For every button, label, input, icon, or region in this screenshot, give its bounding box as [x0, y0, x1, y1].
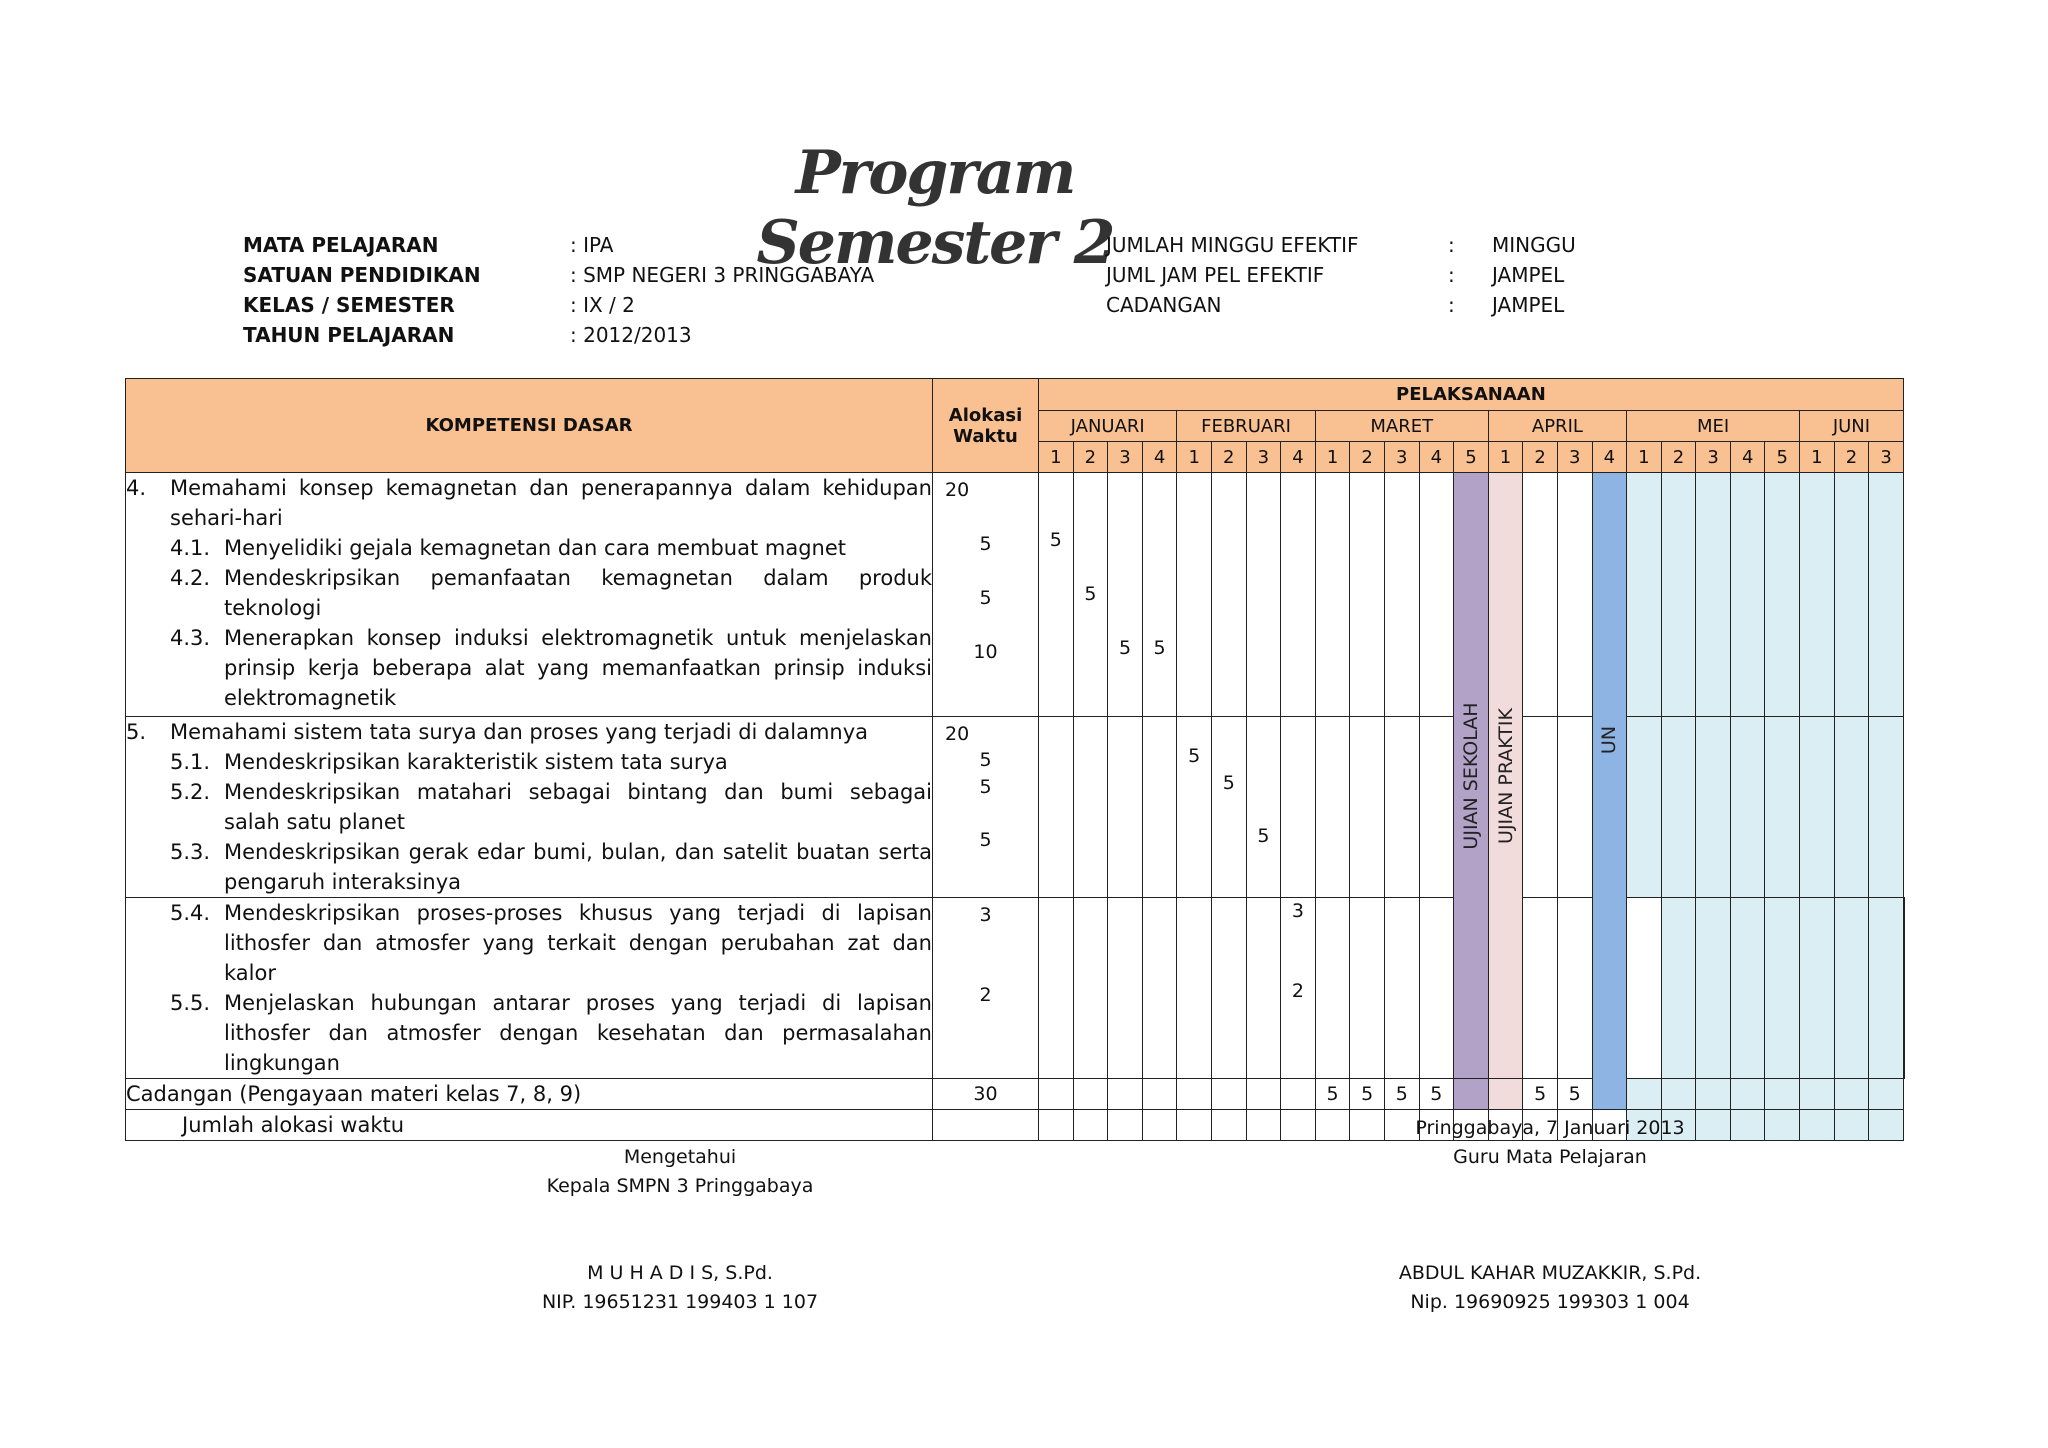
cell: [1039, 1079, 1074, 1110]
cell: [1108, 898, 1143, 1079]
cell: [1869, 473, 1904, 717]
cell: [1419, 717, 1454, 898]
week-cell: 4: [1281, 442, 1316, 473]
kd-text: Mendeskripsikan gerak edar bumi, bulan, dan satelit buatan serta pengaruh interaksinya: [224, 840, 932, 894]
alokasi-value: 5: [979, 829, 992, 851]
label-kelas-semester: KELAS / SEMESTER: [243, 293, 455, 317]
cell: [1177, 473, 1212, 717]
cell: [1142, 1110, 1177, 1141]
week-cell: 3: [1246, 442, 1281, 473]
cell: [1177, 1110, 1212, 1141]
kd-number: 5.1.: [170, 750, 211, 774]
kd-number: 4.3.: [170, 626, 211, 650]
cell: [1627, 473, 1662, 717]
cell: [1488, 1079, 1523, 1110]
jumlah-label: Jumlah alokasi waktu: [126, 1110, 933, 1141]
cell: [1800, 1079, 1835, 1110]
cell: [1627, 717, 1662, 898]
cell: [1627, 1079, 1662, 1110]
cell: [1765, 1079, 1800, 1110]
kd-text: Menjelaskan hubungan antarar proses yang terjadi di lapisan lithosfer dan atmosfer dengan kesehatan dan permasalahan lingkungan: [224, 991, 932, 1075]
cell: [1765, 898, 1800, 1079]
cell: [1419, 898, 1454, 1079]
table-row-cadangan: [126, 1079, 1905, 1110]
kd-number: 5.3.: [170, 840, 211, 864]
table-row-kd5: [126, 717, 1905, 898]
kd-number: 5.5.: [170, 991, 211, 1015]
cell: [1108, 1110, 1143, 1141]
week-cell: 3: [1557, 442, 1592, 473]
week-cell: 2: [1073, 442, 1108, 473]
kd-text: Memahami sistem tata surya dan proses yang terjadi di dalamnya: [170, 720, 869, 744]
month-mei: MEI: [1627, 411, 1800, 442]
kd5-cont-alokasi: [933, 898, 1039, 1079]
kd-text: Menerapkan konsep induksi elektromagnetik untuk menjelaskan prinsip kerja beberapa alat yang memanfaatkan prinsip induksi elektromagnetik: [224, 626, 932, 710]
cell: [1557, 473, 1592, 717]
kepala-sekolah-title: Kepala SMPN 3 Pringgabaya: [546, 1175, 814, 1197]
cell: [1869, 717, 1904, 898]
week-cell: 1: [1315, 442, 1350, 473]
alokasi-value: 5: [979, 776, 992, 798]
cell: [1834, 717, 1869, 898]
mark-value: 5: [1084, 583, 1097, 605]
kd4-1-item: [126, 533, 932, 563]
col-kompetensi-dasar: KOMPETENSI DASAR: [126, 379, 933, 473]
value-jampel-cadangan: JAMPEL: [1492, 293, 1565, 317]
week-cell: 2: [1350, 442, 1385, 473]
cell: [1142, 473, 1177, 717]
cell: [1039, 898, 1074, 1079]
kd5-5-item: [126, 988, 932, 1078]
cell: [1384, 473, 1419, 717]
un-label: UN: [1598, 726, 1621, 755]
value-minggu: MINGGU: [1492, 233, 1576, 257]
cell: [1661, 717, 1696, 898]
cell: [1834, 1110, 1869, 1141]
cell: [1315, 473, 1350, 717]
mengetahui-text: Mengetahui: [623, 1146, 737, 1168]
week-cell: 3: [1869, 442, 1904, 473]
col-pelaksanaan: PELAKSANAAN: [1039, 379, 1904, 411]
cell: [1177, 1079, 1212, 1110]
cell: [1523, 717, 1558, 898]
cell: [1281, 1110, 1316, 1141]
cell: 5: [1523, 1079, 1558, 1110]
cadangan-alokasi: 30: [933, 1079, 1039, 1110]
mark-value: 5: [1257, 825, 1270, 847]
jumlah-alokasi: [933, 1110, 1039, 1141]
cell: [1800, 473, 1835, 717]
cell: [1211, 1110, 1246, 1141]
cell: [1281, 473, 1316, 717]
signature-space: [480, 1201, 880, 1259]
cell: [1834, 1079, 1869, 1110]
cell: [1765, 717, 1800, 898]
cell: [1869, 1110, 1904, 1141]
cell: [1073, 1110, 1108, 1141]
alokasi-value: 5: [979, 587, 992, 609]
alokasi-value: 20: [945, 723, 970, 745]
col-alokasi-line1: Alokasi: [948, 404, 1023, 426]
month-april: APRIL: [1488, 411, 1626, 442]
cell: [1108, 717, 1143, 898]
mark-value: 5: [1188, 745, 1201, 767]
week-cell: 4: [1730, 442, 1765, 473]
cell: [1696, 1079, 1731, 1110]
table-row-kd5-cont: [126, 898, 1905, 1079]
cell: [1903, 898, 1904, 1079]
week-cell: 4: [1419, 442, 1454, 473]
cell: [1177, 898, 1212, 1079]
month-januari: JANUARI: [1039, 411, 1177, 442]
signature-space: [1350, 1172, 1750, 1259]
cell: [1281, 898, 1316, 1079]
cell: [1039, 717, 1074, 898]
cell: [1108, 473, 1143, 717]
cell: [1246, 1079, 1281, 1110]
cell: [1350, 473, 1385, 717]
place-date: Pringgabaya, 7 Januari 2013: [1415, 1117, 1685, 1139]
kd5-3-item: [126, 837, 932, 897]
cell: [1211, 717, 1246, 898]
week-cell: 5: [1765, 442, 1800, 473]
colon: :: [1448, 233, 1455, 257]
week-cell: 3: [1108, 442, 1143, 473]
alokasi-value: 2: [979, 984, 992, 1006]
week-cell: 3: [1696, 442, 1731, 473]
signature-right: [1350, 1114, 1750, 1317]
cell: [1315, 898, 1350, 1079]
alokasi-value: 3: [979, 904, 992, 926]
cell: [1661, 1079, 1696, 1110]
kd-number: 4.2.: [170, 566, 211, 590]
cell: [1869, 898, 1904, 1079]
cell: [1661, 473, 1696, 717]
week-cell: 5: [1454, 442, 1489, 473]
cell: [1800, 717, 1835, 898]
kd5-4-item: [126, 898, 932, 988]
signature-left: [480, 1143, 880, 1317]
cell: [1211, 898, 1246, 1079]
week-cell: 2: [1523, 442, 1558, 473]
kd5-item: [126, 717, 932, 747]
cell: [1142, 898, 1177, 1079]
header-colons-right: [1448, 230, 1455, 320]
kd4-3-item: [126, 623, 932, 713]
cell: [1523, 898, 1558, 1079]
cell: [1765, 1110, 1800, 1141]
kd-number: 5.: [126, 720, 147, 744]
kd5-alokasi: [933, 717, 1039, 898]
kd5-cell: [126, 717, 933, 898]
mark-value: 5: [1222, 772, 1235, 794]
header-values-left: [570, 230, 874, 350]
kd5-cont-cell: [126, 898, 933, 1079]
week-cell: 2: [1834, 442, 1869, 473]
value-jampel: JAMPEL: [1492, 263, 1565, 287]
label-satuan-pendidikan: SATUAN PENDIDIKAN: [243, 263, 481, 287]
cell: [1281, 1079, 1316, 1110]
cell: [1384, 717, 1419, 898]
program-semester-table: [125, 378, 1905, 1141]
cell: [1073, 898, 1108, 1079]
cell: [1073, 1079, 1108, 1110]
cell: [1730, 717, 1765, 898]
cell: [1696, 473, 1731, 717]
label-mata-pelajaran: MATA PELAJARAN: [243, 233, 439, 257]
week-cell: 1: [1627, 442, 1662, 473]
cell: [1869, 1079, 1904, 1110]
cell: [1281, 717, 1316, 898]
cell: [1834, 898, 1869, 1079]
cell: [1350, 717, 1385, 898]
value-mata-pelajaran: : IPA: [570, 233, 614, 257]
cell: [1315, 717, 1350, 898]
kd-number: 5.2.: [170, 780, 211, 804]
header-labels-left: [243, 230, 481, 350]
mark-value: 3: [1291, 900, 1304, 922]
cell: [1834, 473, 1869, 717]
ujian-sekolah-band: [1454, 473, 1489, 1079]
cell: [1039, 1110, 1074, 1141]
col-alokasi-line2: Waktu: [953, 425, 1018, 447]
kd4-cell: [126, 473, 933, 717]
cell: [1211, 1079, 1246, 1110]
cell: [1211, 473, 1246, 717]
cell: [1246, 717, 1281, 898]
cell: [1454, 1079, 1489, 1110]
mark-value: 5: [1118, 637, 1132, 659]
cell: [1696, 717, 1731, 898]
cadangan-label: Cadangan (Pengayaan materi kelas 7, 8, 9): [126, 1079, 933, 1110]
kd-number: 5.4.: [170, 901, 211, 925]
table-row-kd4: [126, 473, 1905, 717]
cell: [1557, 898, 1592, 1079]
cell: [1800, 898, 1835, 1079]
value-satuan-pendidikan: : SMP NEGERI 3 PRINGGABAYA: [570, 263, 875, 287]
cell: [1246, 898, 1281, 1079]
kd-text: Menyelidiki gejala kemagnetan dan cara membuat magnet: [224, 536, 846, 560]
header-labels-right: [1106, 230, 1359, 320]
colon: :: [1448, 263, 1455, 287]
cell: [1419, 473, 1454, 717]
cell: [1800, 1110, 1835, 1141]
alokasi-value: 5: [979, 533, 992, 555]
kd-text: Mendeskripsikan matahari sebagai bintang dan bumi sebagai salah satu planet: [224, 780, 932, 834]
un-band: [1592, 473, 1627, 1110]
ujian-praktik-label: UJIAN PRAKTIK: [1494, 707, 1517, 844]
week-cell: 4: [1592, 442, 1627, 473]
cell: 5: [1384, 1079, 1419, 1110]
cell: [1730, 898, 1765, 1079]
cell: [1073, 717, 1108, 898]
week-cell: 1: [1177, 442, 1212, 473]
kd-text: Mendeskripsikan proses-proses khusus yang terjadi di lapisan lithosfer dan atmosfer yang terkait dengan perubahan zat dan kalor: [224, 901, 932, 985]
kd5-1-item: [126, 747, 932, 777]
cell: [1142, 1079, 1177, 1110]
alokasi-value: 5: [979, 749, 992, 771]
cell: 5: [1350, 1079, 1385, 1110]
label-jam-pel: JUML JAM PEL EFEKTIF: [1106, 263, 1325, 287]
ujian-sekolah-label: UJIAN SEKOLAH: [1459, 701, 1482, 850]
cell: [1765, 473, 1800, 717]
ujian-praktik-band: [1488, 473, 1523, 1079]
week-cell: 1: [1800, 442, 1835, 473]
mark-value: 5: [1153, 637, 1166, 659]
kd4-item: [126, 473, 932, 533]
kd-number: 4.1.: [170, 536, 211, 560]
cell: [1557, 717, 1592, 898]
kd-text: Mendeskripsikan karakteristik sistem tata surya: [224, 750, 728, 774]
week-cell: 1: [1488, 442, 1523, 473]
cell: [1039, 473, 1074, 717]
cell: 5: [1419, 1079, 1454, 1110]
guru-name: ABDUL KAHAR MUZAKKIR, S.Pd.: [1398, 1262, 1702, 1284]
page-title: Program Semester 2: [756, 138, 1114, 278]
cell: 5: [1557, 1079, 1592, 1110]
cell: [1108, 1079, 1143, 1110]
cell: [1523, 473, 1558, 717]
month-februari: FEBRUARI: [1177, 411, 1315, 442]
week-cell: 3: [1384, 442, 1419, 473]
mark-value: 2: [1291, 980, 1304, 1002]
kd4-2-item: [126, 563, 932, 623]
cell: [1696, 898, 1731, 1079]
value-tahun-pelajaran: : 2012/2013: [570, 323, 692, 347]
alokasi-value: 20: [945, 479, 970, 501]
value-kelas-semester: : IX / 2: [570, 293, 635, 317]
mark-value: 5: [1049, 529, 1062, 551]
kd-text: Memahami konsep kemagnetan dan penerapannya dalam kehidupan sehari-hari: [170, 476, 932, 530]
cell: [1627, 898, 1662, 1079]
kd5-2-item: [126, 777, 932, 837]
col-alokasi-waktu: [933, 379, 1039, 473]
week-cell: 1: [1039, 442, 1074, 473]
cell: 5: [1315, 1079, 1350, 1110]
cell: [1246, 473, 1281, 717]
week-cell: 4: [1142, 442, 1177, 473]
label-cadangan: CADANGAN: [1106, 293, 1222, 317]
cell: [1315, 1110, 1350, 1141]
kepala-sekolah-nip: NIP. 19651231 199403 1 107: [541, 1291, 819, 1313]
cell: [1730, 473, 1765, 717]
kd4-alokasi: [933, 473, 1039, 717]
cell: [1730, 1079, 1765, 1110]
cell: [1246, 1110, 1281, 1141]
guru-nip: Nip. 19690925 199303 1 004: [1410, 1291, 1690, 1313]
month-juni: JUNI: [1800, 411, 1904, 442]
label-jumlah-minggu: JUMLAH MINGGU EFEKTIF: [1106, 233, 1359, 257]
colon: :: [1448, 293, 1455, 317]
kd-text: Mendeskripsikan pemanfaatan kemagnetan dalam produk teknologi: [224, 566, 932, 620]
cell: [1073, 473, 1108, 717]
cell: [1350, 898, 1385, 1079]
kepala-sekolah-name: M U H A D I S, S.Pd.: [587, 1262, 773, 1284]
cell: [1177, 717, 1212, 898]
guru-title: Guru Mata Pelajaran: [1453, 1146, 1647, 1168]
week-cell: 2: [1661, 442, 1696, 473]
cell: [1384, 898, 1419, 1079]
week-cell: 2: [1211, 442, 1246, 473]
alokasi-value: 10: [973, 641, 998, 663]
month-maret: MARET: [1315, 411, 1488, 442]
cell: [1142, 717, 1177, 898]
header-values-right: [1492, 230, 1576, 320]
kd-number: 4.: [126, 476, 147, 500]
label-tahun-pelajaran: TAHUN PELAJARAN: [243, 323, 455, 347]
cell: [1661, 898, 1696, 1079]
